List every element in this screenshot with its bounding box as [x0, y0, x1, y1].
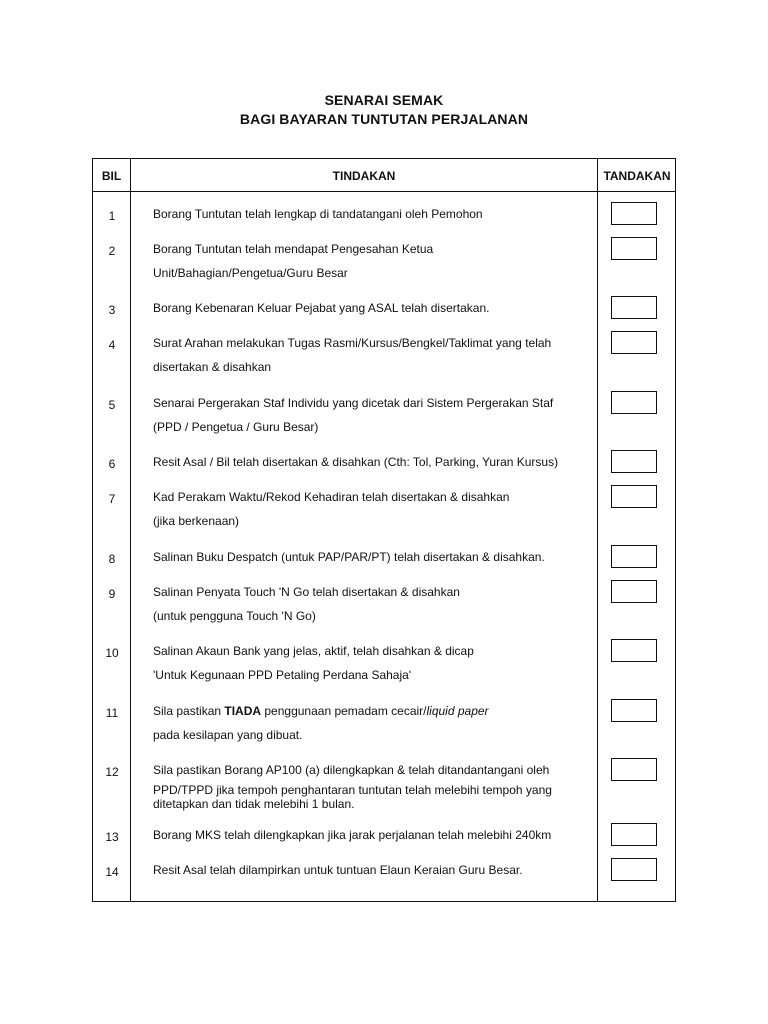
tick-box[interactable]	[611, 858, 657, 881]
tick-box[interactable]	[611, 823, 657, 846]
description-line	[153, 644, 474, 659]
text-segment: Borang Tuntutan telah lengkap di tandatangani oleh Pemohon	[153, 207, 483, 221]
description-line	[153, 728, 302, 743]
column-divider	[130, 159, 131, 901]
tick-box[interactable]	[611, 485, 657, 508]
description-line	[153, 396, 553, 411]
row-number: 8	[108, 552, 116, 566]
document-title: SENARAI SEMAK	[324, 92, 444, 108]
text-segment: penggunaan pemadam cecair/	[261, 704, 427, 718]
tick-box[interactable]	[611, 331, 657, 354]
description-line	[153, 514, 239, 529]
description-line	[153, 550, 545, 565]
text-segment: Borang MKS telah dilengkapkan jika jarak perjalanan telah melebihi 240km	[153, 828, 552, 842]
text-segment: (PPD / Pengetua / Guru Besar)	[153, 420, 319, 434]
header-tindakan: TINDAKAN	[332, 169, 396, 183]
document-subtitle: BAGI BAYARAN TUNTUTAN PERJALANAN	[239, 111, 529, 127]
text-segment: Salinan Penyata Touch 'N Go telah disertakan & disahkan	[153, 585, 460, 599]
text-segment: liquid paper	[426, 704, 489, 718]
text-segment: 'Untuk Kegunaan PPD Petaling Perdana Sahaja'	[153, 668, 412, 682]
description-line	[153, 266, 348, 281]
description-line	[153, 301, 489, 316]
text-segment: Sila pastikan	[153, 704, 225, 718]
tick-box[interactable]	[611, 296, 657, 319]
description-line	[153, 783, 552, 798]
description-line	[153, 360, 271, 375]
tick-box[interactable]	[611, 450, 657, 473]
row-number: 10	[105, 646, 119, 660]
row-number: 3	[108, 303, 116, 317]
description-line	[153, 420, 318, 435]
description-line	[153, 763, 549, 778]
text-segment: Sila pastikan Borang AP100 (a) dilengkapkan & telah ditandantangani oleh	[153, 763, 550, 777]
row-number: 11	[105, 706, 119, 720]
text-segment: (jika berkenaan)	[153, 514, 240, 528]
text-segment: ditetapkan dan tidak melebihi 1 bulan.	[153, 797, 355, 811]
row-number: 5	[108, 398, 116, 412]
row-number: 2	[108, 244, 116, 258]
tick-box[interactable]	[611, 699, 657, 722]
row-number: 12	[105, 765, 119, 779]
column-divider	[597, 159, 598, 901]
tick-box[interactable]	[611, 391, 657, 414]
row-number: 1	[108, 209, 116, 223]
description-line	[153, 455, 558, 470]
header-tandakan: TANDAKAN	[603, 169, 671, 183]
text-segment: Resit Asal / Bil telah disertakan & disahkan (Cth: Tol, Parking, Yuran Kursus)	[153, 455, 559, 469]
description-line	[153, 609, 316, 624]
text-segment: Senarai Pergerakan Staf Individu yang dicetak dari Sistem Pergerakan Staf	[153, 396, 554, 410]
row-number: 13	[105, 830, 119, 844]
text-segment: PPD/TPPD jika tempoh penghantaran tuntutan telah melebihi tempoh yang	[153, 783, 552, 797]
row-number: 4	[108, 338, 116, 352]
text-segment: Resit Asal telah dilampirkan untuk tuntuan Elaun Keraian Guru Besar.	[153, 863, 523, 877]
header-bil: BIL	[101, 169, 122, 183]
description-line	[153, 336, 551, 351]
description-line	[153, 242, 433, 257]
tick-box[interactable]	[611, 545, 657, 568]
text-segment: TIADA	[224, 704, 262, 718]
tick-box[interactable]	[611, 202, 657, 225]
header-divider	[93, 191, 675, 192]
row-number: 14	[105, 865, 119, 879]
text-segment: Borang Tuntutan telah mendapat Pengesahan Ketua	[153, 242, 434, 256]
description-line	[153, 490, 509, 505]
tick-box[interactable]	[611, 639, 657, 662]
text-segment: Borang Kebenaran Keluar Pejabat yang ASAL telah disertakan.	[153, 301, 490, 315]
row-number: 9	[108, 587, 116, 601]
description-line	[153, 797, 354, 812]
row-number: 7	[108, 492, 116, 506]
text-segment: disertakan & disahkan	[153, 360, 272, 374]
text-segment: Salinan Akaun Bank yang jelas, aktif, telah disahkan & dicap	[153, 644, 474, 658]
text-segment: Unit/Bahagian/Pengetua/Guru Besar	[153, 266, 348, 280]
text-segment: Kad Perakam Waktu/Rekod Kehadiran telah disertakan & disahkan	[153, 490, 510, 504]
tick-box[interactable]	[611, 580, 657, 603]
description-line	[153, 668, 411, 683]
text-segment: Salinan Buku Despatch (untuk PAP/PAR/PT) telah disertakan & disahkan.	[153, 550, 545, 564]
description-line	[153, 207, 483, 222]
tick-box[interactable]	[611, 758, 657, 781]
checklist-table	[92, 158, 676, 902]
description-line	[153, 704, 489, 719]
text-segment: (untuk pengguna Touch 'N Go)	[153, 609, 316, 623]
description-line	[153, 585, 460, 600]
text-segment: Surat Arahan melakukan Tugas Rasmi/Kursus/Bengkel/Taklimat yang telah	[153, 336, 552, 350]
text-segment: pada kesilapan yang dibuat.	[153, 728, 303, 742]
row-number: 6	[108, 457, 116, 471]
description-line	[153, 828, 551, 843]
tick-box[interactable]	[611, 237, 657, 260]
description-line	[153, 863, 523, 878]
